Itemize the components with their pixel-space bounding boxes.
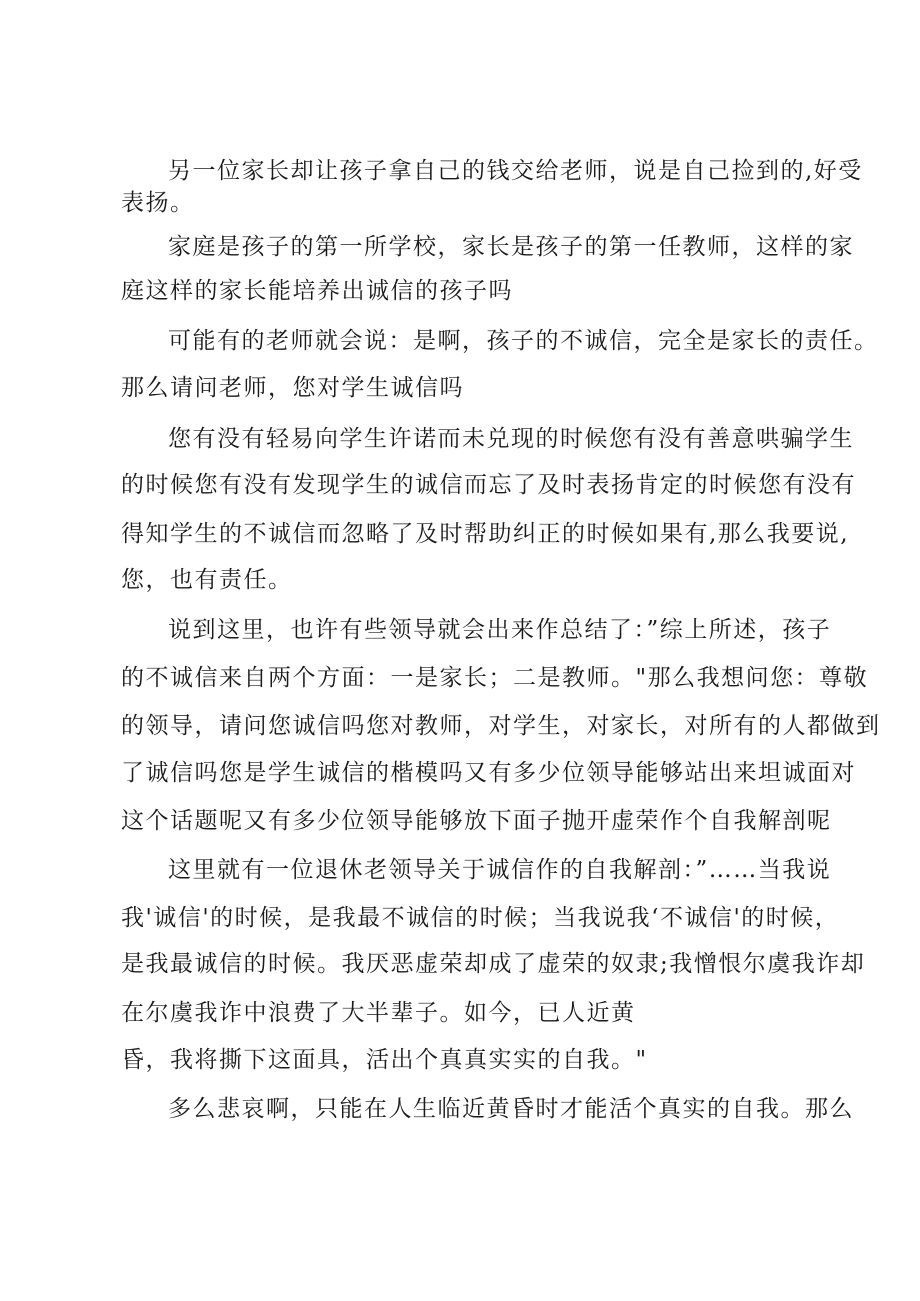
paragraph-5-line-1: 说到这里，也许有些领导就会出来作总结了：”综上所述，孩子 — [168, 617, 832, 643]
paragraph-6-line-5: 昏，我将撕下这面具，活出个真真实实的自我。" — [121, 1047, 648, 1073]
paragraph-3-line-1: 可能有的老师就会说：是啊，孩子的不诚信，完全是家长的责任。 — [168, 328, 879, 354]
paragraph-5-line-2: 的不诚信来自两个方面：一是家长；二是教师。"那么我想问您：尊敬 — [121, 665, 869, 691]
paragraph-4-line-4: 您，也有责任。 — [121, 567, 293, 593]
paragraph-6-line-1: 这里就有一位退休老领导关于诚信作的自我解剖：”……当我说 — [168, 857, 832, 883]
paragraph-3-line-2: 那么请问老师，您对学生诚信吗 — [121, 375, 464, 401]
paragraph-2-line-1: 家庭是孩子的第一所学校，家长是孩子的第一任教师，这样的家 — [168, 234, 854, 260]
paragraph-5-line-3: 的领导，请问您诚信吗您对教师，对学生，对家长，对所有的人都做到 — [121, 713, 881, 739]
paragraph-5-line-4: 了诚信吗您是学生诚信的楷模吗又有多少位领导能够站出来坦诚面对 — [121, 760, 856, 786]
paragraph-6-line-3: 是我最诚信的时候。我厌恶虚荣却成了虚荣的奴隶;我憎恨尔虞我诈却 — [121, 951, 866, 977]
paragraph-7-line-1: 多么悲哀啊，只能在人生临近黄昏时才能活个真实的自我。那么 — [168, 1096, 854, 1122]
paragraph-6-line-2: 我'诚信'的时候，是我最不诚信的时候；当我说我‘不诚信'的时候， — [121, 905, 840, 931]
paragraph-4-line-2: 的时候您有没有发现学生的诚信而忘了及时表扬肯定的时候您有没有 — [121, 472, 856, 498]
paragraph-1-line-1: 另一位家长却让孩子拿自己的钱交给老师，说是自己捡到的,好受 — [168, 158, 863, 184]
paragraph-1-line-2: 表扬。 — [121, 190, 195, 216]
paragraph-2-line-2: 庭这样的家长能培养出诚信的孩子吗 — [121, 278, 513, 304]
paragraph-4-line-3: 得知学生的不诚信而忽略了及时帮助纠正的时候如果有,那么我要说, — [121, 521, 850, 547]
paragraph-4-line-1: 您有没有轻易向学生许诺而未兑现的时候您有没有善意哄骗学生 — [168, 426, 854, 452]
paragraph-6-line-4: 在尔虞我诈中浪费了大半辈子。如今，已人近黄 — [121, 1000, 636, 1026]
paragraph-5-line-5: 这个话题呢又有多少位领导能够放下面子抛开虚荣作个自我解剖呢 — [121, 808, 832, 834]
